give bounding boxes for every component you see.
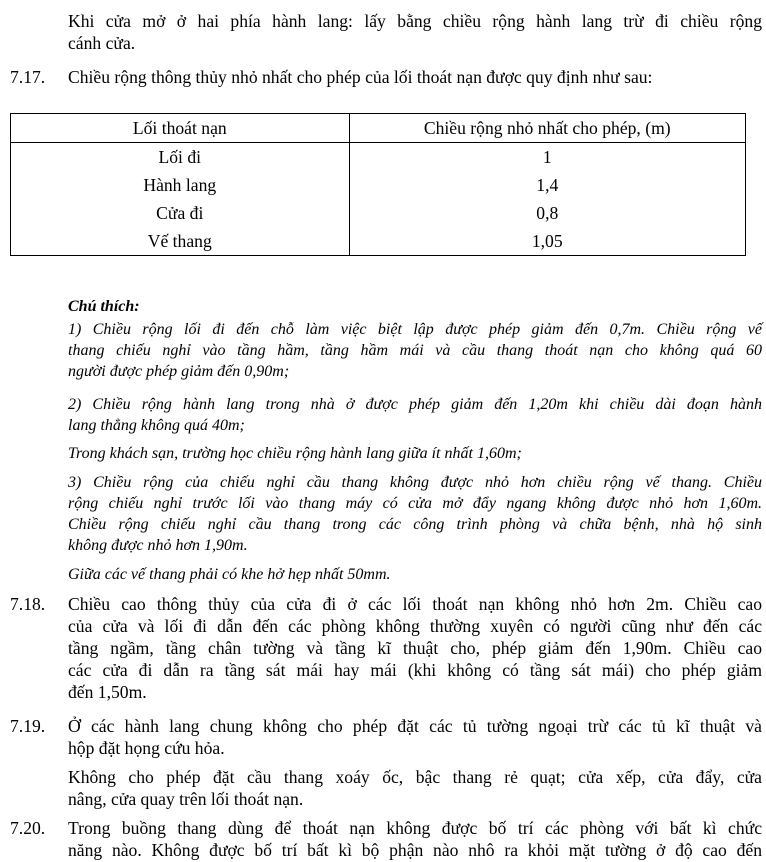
notes-title-text: Chú thích:	[68, 298, 140, 315]
section-number: 7.18.	[10, 594, 46, 614]
table-cell: 1,4	[349, 171, 745, 199]
text-line: không được nhỏ hơn 1,90m.	[68, 537, 248, 554]
text-line: lang thẳng không quá 40m;	[68, 417, 245, 434]
table-header-row	[11, 114, 746, 143]
text-line: Trong khách sạn, trường học chiều rộng hành lang giữa ít nhất 1,60m;	[68, 445, 522, 462]
text-line: Chiều rộng thông thủy nhỏ nhất cho phép của lối thoát nạn được quy định như sau:	[68, 67, 653, 87]
text-line: thang chiếu nghỉ vào tầng hầm, tầng hầm mái và cầu thang thoát nạn cho không quá 60	[68, 342, 762, 359]
text-line: hộp đặt họng cứu hỏa.	[68, 738, 225, 758]
section-number: 7.20.	[10, 818, 46, 838]
text-line: Trong buồng thang dùng để thoát nạn không được bố trí các phòng với bất kì chức	[68, 818, 762, 838]
table-cell: Cửa đi	[11, 199, 350, 227]
table-cell: Lối đi	[11, 143, 350, 172]
table-row	[11, 143, 746, 172]
table-cell: Hành lang	[11, 171, 350, 199]
section-7-18-text	[68, 593, 762, 703]
text-line: năng nào. Không được bố trí bất kì bộ phận nào nhô ra khỏi mặt tường ở độ cao đến	[68, 840, 762, 860]
note-2b	[68, 443, 762, 464]
table-header-cell: Chiều rộng nhỏ nhất cho phép, (m)	[349, 114, 745, 143]
text-line: các cửa đi dẫn ra tầng sát mái hay mái (khi không có tầng sát mái) cho phép giảm	[68, 660, 762, 680]
section-7-20-text	[68, 817, 762, 861]
text-line: 1) Chiều rộng lối đi đến chỗ làm việc biệt lập được phép giảm đến 0,7m. Chiều rộng vế	[68, 321, 762, 338]
text-line: Ở các hành lang chung không cho phép đặt các tủ tường ngoại trừ các tủ kĩ thuật và	[68, 716, 762, 736]
text-line: đến 1,50m.	[68, 682, 147, 702]
text-line: người được phép giảm đến 0,90m;	[68, 363, 290, 380]
table-cell: Vế thang	[11, 227, 350, 256]
text-line: Chiều rộng chiếu nghỉ cầu thang trong các công trình phòng và chữa bệnh, nhà hộ sinh	[68, 516, 762, 533]
section-7-17-text	[68, 66, 762, 88]
text-line: cánh cửa.	[68, 33, 136, 53]
section-7-19-para2	[68, 766, 762, 810]
table-cell: 1	[349, 143, 745, 172]
note-1	[68, 319, 762, 382]
text-line: của cửa và lối đi dẫn đến các phòng không thường xuyên có người cũng như đến các	[68, 616, 762, 636]
min-width-table	[10, 113, 746, 256]
note-3b	[68, 564, 762, 585]
section-number: 7.17.	[10, 67, 46, 87]
table-cell: 0,8	[349, 199, 745, 227]
text-line: 3) Chiều rộng của chiếu nghỉ cầu thang không được nhỏ hơn chiều rộng vế thang. Chiều	[68, 474, 762, 491]
note-3	[68, 472, 762, 556]
notes-title	[68, 296, 368, 317]
text-line: Giữa các vế thang phải có khe hở hẹp nhất 50mm.	[68, 566, 391, 583]
section-number: 7.19.	[10, 716, 46, 736]
text-line: tầng ngầm, tầng chân tường và tầng kĩ thuật cho, phép giảm đến 1,90m. Chiều cao	[68, 638, 762, 658]
intro-paragraph	[68, 10, 762, 54]
text-line: Khi cửa mở ở hai phía hành lang: lấy bằng chiều rộng hành lang trừ đi chiều rộng	[68, 11, 762, 31]
table-cell: 1,05	[349, 227, 745, 256]
table-row	[11, 171, 746, 199]
table-header-cell: Lối thoát nạn	[11, 114, 350, 143]
text-line: Không cho phép đặt cầu thang xoáy ốc, bậc thang rẻ quạt; cửa xếp, cửa đẩy, cửa	[68, 767, 762, 787]
text-line: rộng chiếu nghỉ trước lối vào thang máy có cửa mở đẩy ngang không được nhỏ hơn 1,60m.	[68, 495, 762, 512]
text-line: 2) Chiều rộng hành lang trong nhà ở được phép giảm đến 1,20m khi chiều dài đoạn hành	[68, 396, 762, 413]
note-2	[68, 394, 762, 436]
table-row	[11, 227, 746, 256]
text-line: Chiều cao thông thủy của cửa đi ở các lối thoát nạn không nhỏ hơn 2m. Chiều cao	[68, 594, 762, 614]
text-line: nâng, cửa quay trên lối thoát nạn.	[68, 789, 304, 809]
table-row	[11, 199, 746, 227]
section-7-19-text	[68, 715, 762, 759]
